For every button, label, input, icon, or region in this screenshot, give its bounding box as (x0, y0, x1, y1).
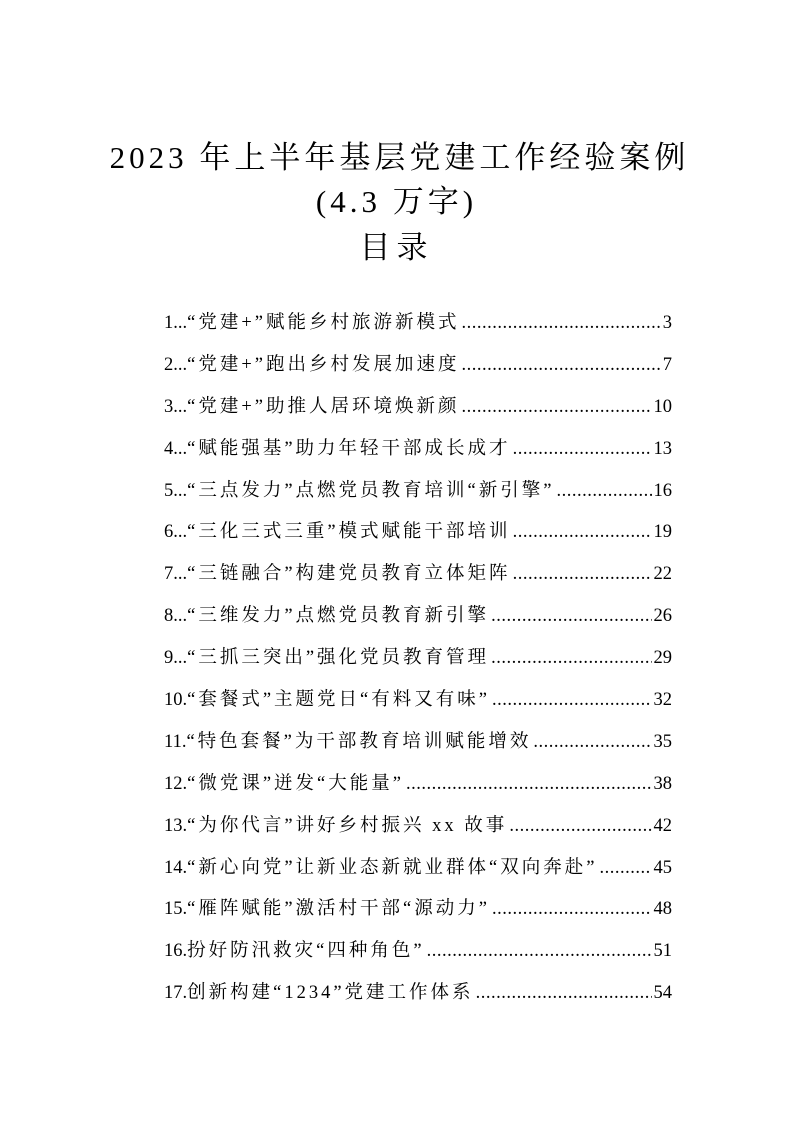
toc-entry-title: “党建+”助推人居环境焕新颜 (187, 396, 460, 417)
toc-entry[interactable] (164, 685, 672, 727)
toc-entry-title: “微党课”迸发“大能量” (187, 773, 404, 794)
toc-leader-dots (509, 816, 651, 837)
toc-entry-title: “套餐式”主题党日“有料又有味” (187, 690, 490, 711)
toc-entry-number: 1... (164, 313, 188, 333)
toc-entry[interactable] (164, 853, 672, 895)
toc-entry-number: 9... (164, 648, 188, 669)
document-header (0, 136, 793, 270)
toc-entry[interactable] (164, 308, 672, 350)
document-subtitle: (4.3 万字) (315, 184, 478, 219)
document-title: 2023 年上半年基层党建工作经验案例 (109, 140, 690, 175)
toc-entry[interactable] (164, 517, 672, 559)
toc-entry[interactable] (164, 392, 672, 434)
toc-entry-title: 扮好防汛救灾“四种角色” (187, 941, 425, 962)
toc-entry[interactable] (164, 811, 672, 853)
toc-entry[interactable] (164, 559, 672, 601)
toc-entry[interactable] (164, 476, 672, 518)
toc-entry-number: 10. (164, 690, 188, 711)
toc-entry[interactable] (164, 936, 672, 978)
toc-entry-number: 14. (164, 857, 188, 878)
toc-entry-number: 4... (164, 438, 188, 459)
toc-entry-title: 创新构建“1234”党建工作体系 (187, 983, 474, 1004)
toc-entry-title: “赋能强基”助力年轻干部成长成才 (187, 438, 511, 459)
toc-entry-page: 16 (653, 480, 672, 501)
toc-entry-page: 51 (653, 941, 672, 962)
toc-entry-number: 11. (164, 731, 187, 752)
toc-entry-number: 15. (164, 899, 188, 920)
toc-entry-page: 7 (662, 354, 672, 375)
toc-entry-number: 7... (164, 564, 188, 585)
toc-entry-page: 22 (653, 564, 672, 585)
toc-entry-title: “三维发力”点燃党员教育新引擎 (187, 606, 490, 627)
toc-entry-number: 8... (164, 606, 188, 627)
toc-entry-page: 10 (653, 396, 672, 417)
toc-leader-dots (513, 439, 652, 460)
toc-leader-dots (533, 732, 651, 753)
toc-entry-title: “三点发力”点燃党员教育培训“新引擎” (187, 480, 555, 501)
toc-entry-number: 2... (164, 354, 188, 375)
toc-leader-dots (427, 941, 652, 962)
toc-entry-title: “新心向党”让新业态新就业群体“双向奔赴” (187, 857, 598, 878)
toc-entry-page: 3 (662, 313, 672, 333)
toc-leader-dots (492, 899, 652, 920)
toc-entry-number: 12. (164, 773, 188, 794)
toc-entry-page: 32 (653, 690, 672, 711)
toc-entry-page: 38 (653, 773, 672, 794)
toc-leader-dots (513, 522, 652, 543)
toc-entry-title: “三抓三突出”强化党员教育管理 (187, 648, 490, 669)
toc-entry-number: 13. (164, 815, 188, 836)
toc-entry-title: “三化三式三重”模式赋能干部培训 (187, 522, 511, 543)
toc-entry[interactable] (164, 894, 672, 936)
toc-entry-number: 3... (164, 396, 188, 417)
toc-entry-title: “党建+”赋能乡村旅游新模式 (187, 313, 460, 333)
toc-entry-number: 6... (164, 522, 188, 543)
toc-entry-title: “党建+”跑出乡村发展加速度 (187, 354, 460, 375)
toc-entry-page: 48 (653, 899, 672, 920)
toc-entry-number: 5... (164, 480, 188, 501)
toc-entry-page: 54 (653, 983, 672, 1004)
toc-entry-title: “三链融合”构建党员教育立体矩阵 (187, 564, 511, 585)
toc-leader-dots (461, 397, 651, 418)
toc-entry[interactable] (164, 978, 672, 1020)
toc-entry[interactable] (164, 434, 672, 476)
toc-entry[interactable] (164, 350, 672, 392)
toc-leader-dots (513, 564, 652, 585)
toc-entry-page: 13 (653, 438, 672, 459)
toc-entry-page: 45 (653, 857, 672, 878)
toc-leader-dots (476, 983, 652, 1004)
toc-entry-number: 16. (164, 941, 188, 962)
toc-entry[interactable] (164, 727, 672, 769)
toc-entry-page: 19 (653, 522, 672, 543)
toc-entry-number: 17. (164, 983, 188, 1004)
toc-leader-dots (492, 690, 652, 711)
toc-leader-dots (491, 648, 651, 669)
toc-leader-dots (491, 606, 651, 627)
toc-leader-dots (599, 858, 651, 879)
toc-entry[interactable] (164, 769, 672, 811)
toc-entry[interactable] (164, 601, 672, 643)
toc-entry-title: “特色套餐”为干部教育培训赋能增效 (186, 731, 532, 752)
toc-entry-title: “雁阵赋能”激活村干部“源动力” (187, 899, 490, 920)
toc-heading: 目录 (359, 230, 434, 265)
toc-entry-page: 42 (653, 815, 672, 836)
table-of-contents (164, 308, 672, 1020)
toc-entry-title: “为你代言”讲好乡村振兴 xx 故事 (187, 815, 508, 836)
toc-leader-dots (461, 313, 660, 334)
toc-leader-dots (556, 481, 651, 502)
toc-entry[interactable] (164, 643, 672, 685)
toc-leader-dots (406, 774, 652, 795)
toc-entry-page: 26 (653, 606, 672, 627)
toc-entry-page: 35 (653, 731, 672, 752)
toc-leader-dots (461, 355, 660, 376)
toc-entry-page: 29 (653, 648, 672, 669)
